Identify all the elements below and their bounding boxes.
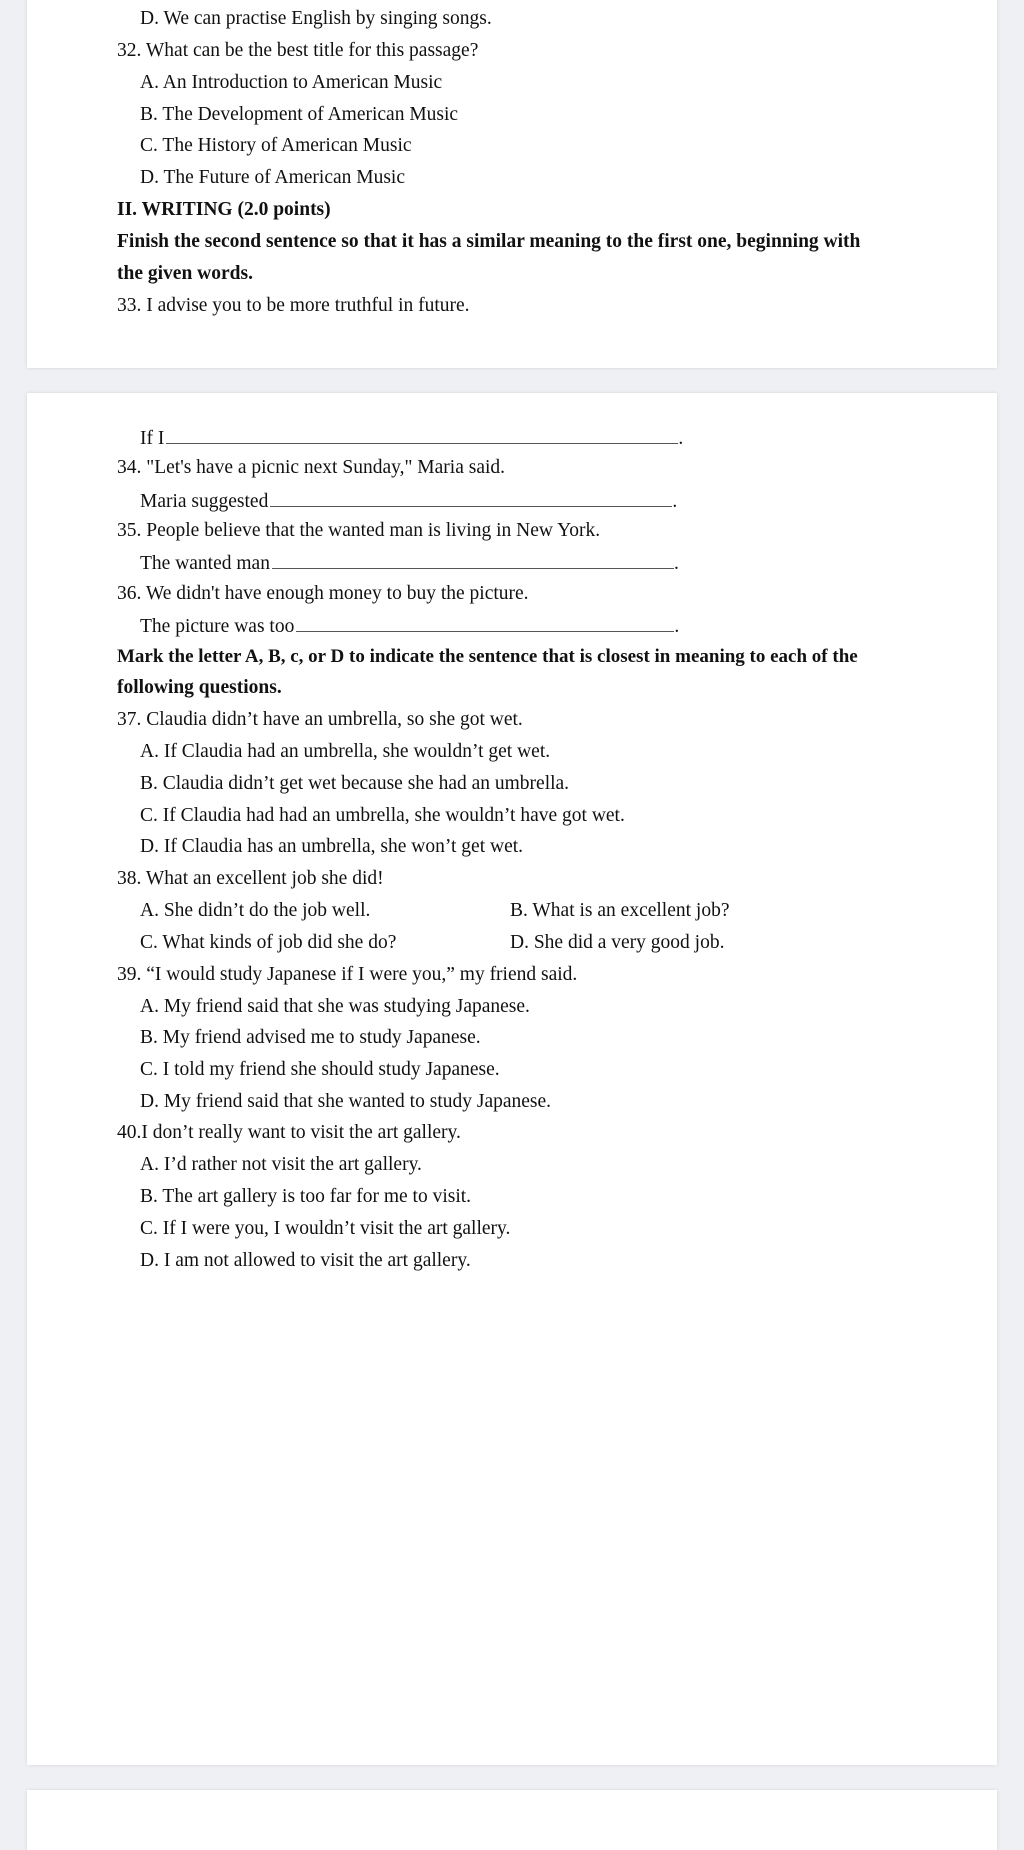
q37-option-a: A. If Claudia had an umbrella, she wouldn’t get wet. <box>140 741 551 762</box>
q32-option-a: A. An Introduction to American Music <box>140 72 443 93</box>
q40-option-d: D. I am not allowed to visit the art gallery. <box>140 1250 471 1271</box>
q32-option-c: C. The History of American Music <box>140 135 412 156</box>
q37-option-c: C. If Claudia had had an umbrella, she wouldn’t have got wet. <box>140 805 625 826</box>
q38-option-a: A. She didn’t do the job well. <box>140 900 371 921</box>
q34-start-words: Maria suggested <box>140 491 269 512</box>
q35-answer-line <box>140 550 679 576</box>
q39-option-c: C. I told my friend she should study Japanese. <box>140 1059 500 1080</box>
q35-blank <box>272 550 674 569</box>
q39-option-d: D. My friend said that she wanted to study Japanese. <box>140 1091 552 1112</box>
q39-option-b: B. My friend advised me to study Japanese. <box>140 1027 481 1048</box>
q37-stem: 37. Claudia didn’t have an umbrella, so she got wet. <box>117 709 523 730</box>
q36-answer-line <box>140 613 679 639</box>
q35-period: . <box>673 553 679 574</box>
writing-instruction-line2: the given words. <box>117 263 253 284</box>
q37-option-b: B. Claudia didn’t get wet because she had an umbrella. <box>140 773 570 794</box>
q33-stem: 33. I advise you to be more truthful in future. <box>117 295 470 316</box>
q40-option-b: B. The art gallery is too far for me to visit. <box>140 1186 472 1207</box>
document-page-2 <box>27 393 997 1765</box>
q35-stem: 35. People believe that the wanted man is living in New York. <box>117 520 601 541</box>
document-page-1 <box>27 0 997 368</box>
section-heading-writing: II. WRITING (2.0 points) <box>117 199 331 220</box>
q40-option-c: C. If I were you, I wouldn’t visit the art gallery. <box>140 1218 511 1239</box>
q38-stem: 38. What an excellent job she did! <box>117 868 384 889</box>
q40-stem: 40.I don’t really want to visit the art gallery. <box>117 1122 461 1143</box>
document-page-3 <box>27 1790 997 1850</box>
q34-blank <box>270 488 672 507</box>
q34-period: . <box>672 491 678 512</box>
q32-option-b: B. The Development of American Music <box>140 104 459 125</box>
q31-option-d: D. We can practise English by singing songs. <box>140 8 492 29</box>
q37-option-d: D. If Claudia has an umbrella, she won’t get wet. <box>140 836 524 857</box>
q38-option-d: D. She did a very good job. <box>510 932 725 953</box>
q34-answer-line <box>140 488 677 514</box>
q33-period: . <box>678 428 684 449</box>
writing-instruction-line1: Finish the second sentence so that it has a similar meaning to the first one, beginning with <box>117 231 861 252</box>
mcq-instruction-line2: following questions. <box>117 677 282 698</box>
q39-stem: 39. “I would study Japanese if I were you,” my friend said. <box>117 964 578 985</box>
q36-stem: 36. We didn't have enough money to buy the picture. <box>117 583 529 604</box>
q36-start-words: The picture was too <box>140 616 295 637</box>
q35-start-words: The wanted man <box>140 553 270 574</box>
q39-option-a: A. My friend said that she was studying Japanese. <box>140 996 530 1017</box>
q36-period: . <box>674 616 680 637</box>
q36-blank <box>296 613 674 632</box>
q32-option-d: D. The Future of American Music <box>140 167 406 188</box>
q40-option-a: A. I’d rather not visit the art gallery. <box>140 1154 422 1175</box>
q34-stem: 34. "Let's have a picnic next Sunday," Maria said. <box>117 457 506 478</box>
q33-start-words: If I <box>140 428 165 449</box>
q33-answer-line <box>140 425 683 451</box>
q38-option-c: C. What kinds of job did she do? <box>140 932 397 953</box>
mcq-instruction-line1: Mark the letter A, B, c, or D to indicate the sentence that is closest in meaning to each of the <box>117 646 858 667</box>
q33-blank <box>166 425 678 444</box>
q32-stem: 32. What can be the best title for this passage? <box>117 40 479 61</box>
q38-option-b: B. What is an excellent job? <box>510 900 730 921</box>
